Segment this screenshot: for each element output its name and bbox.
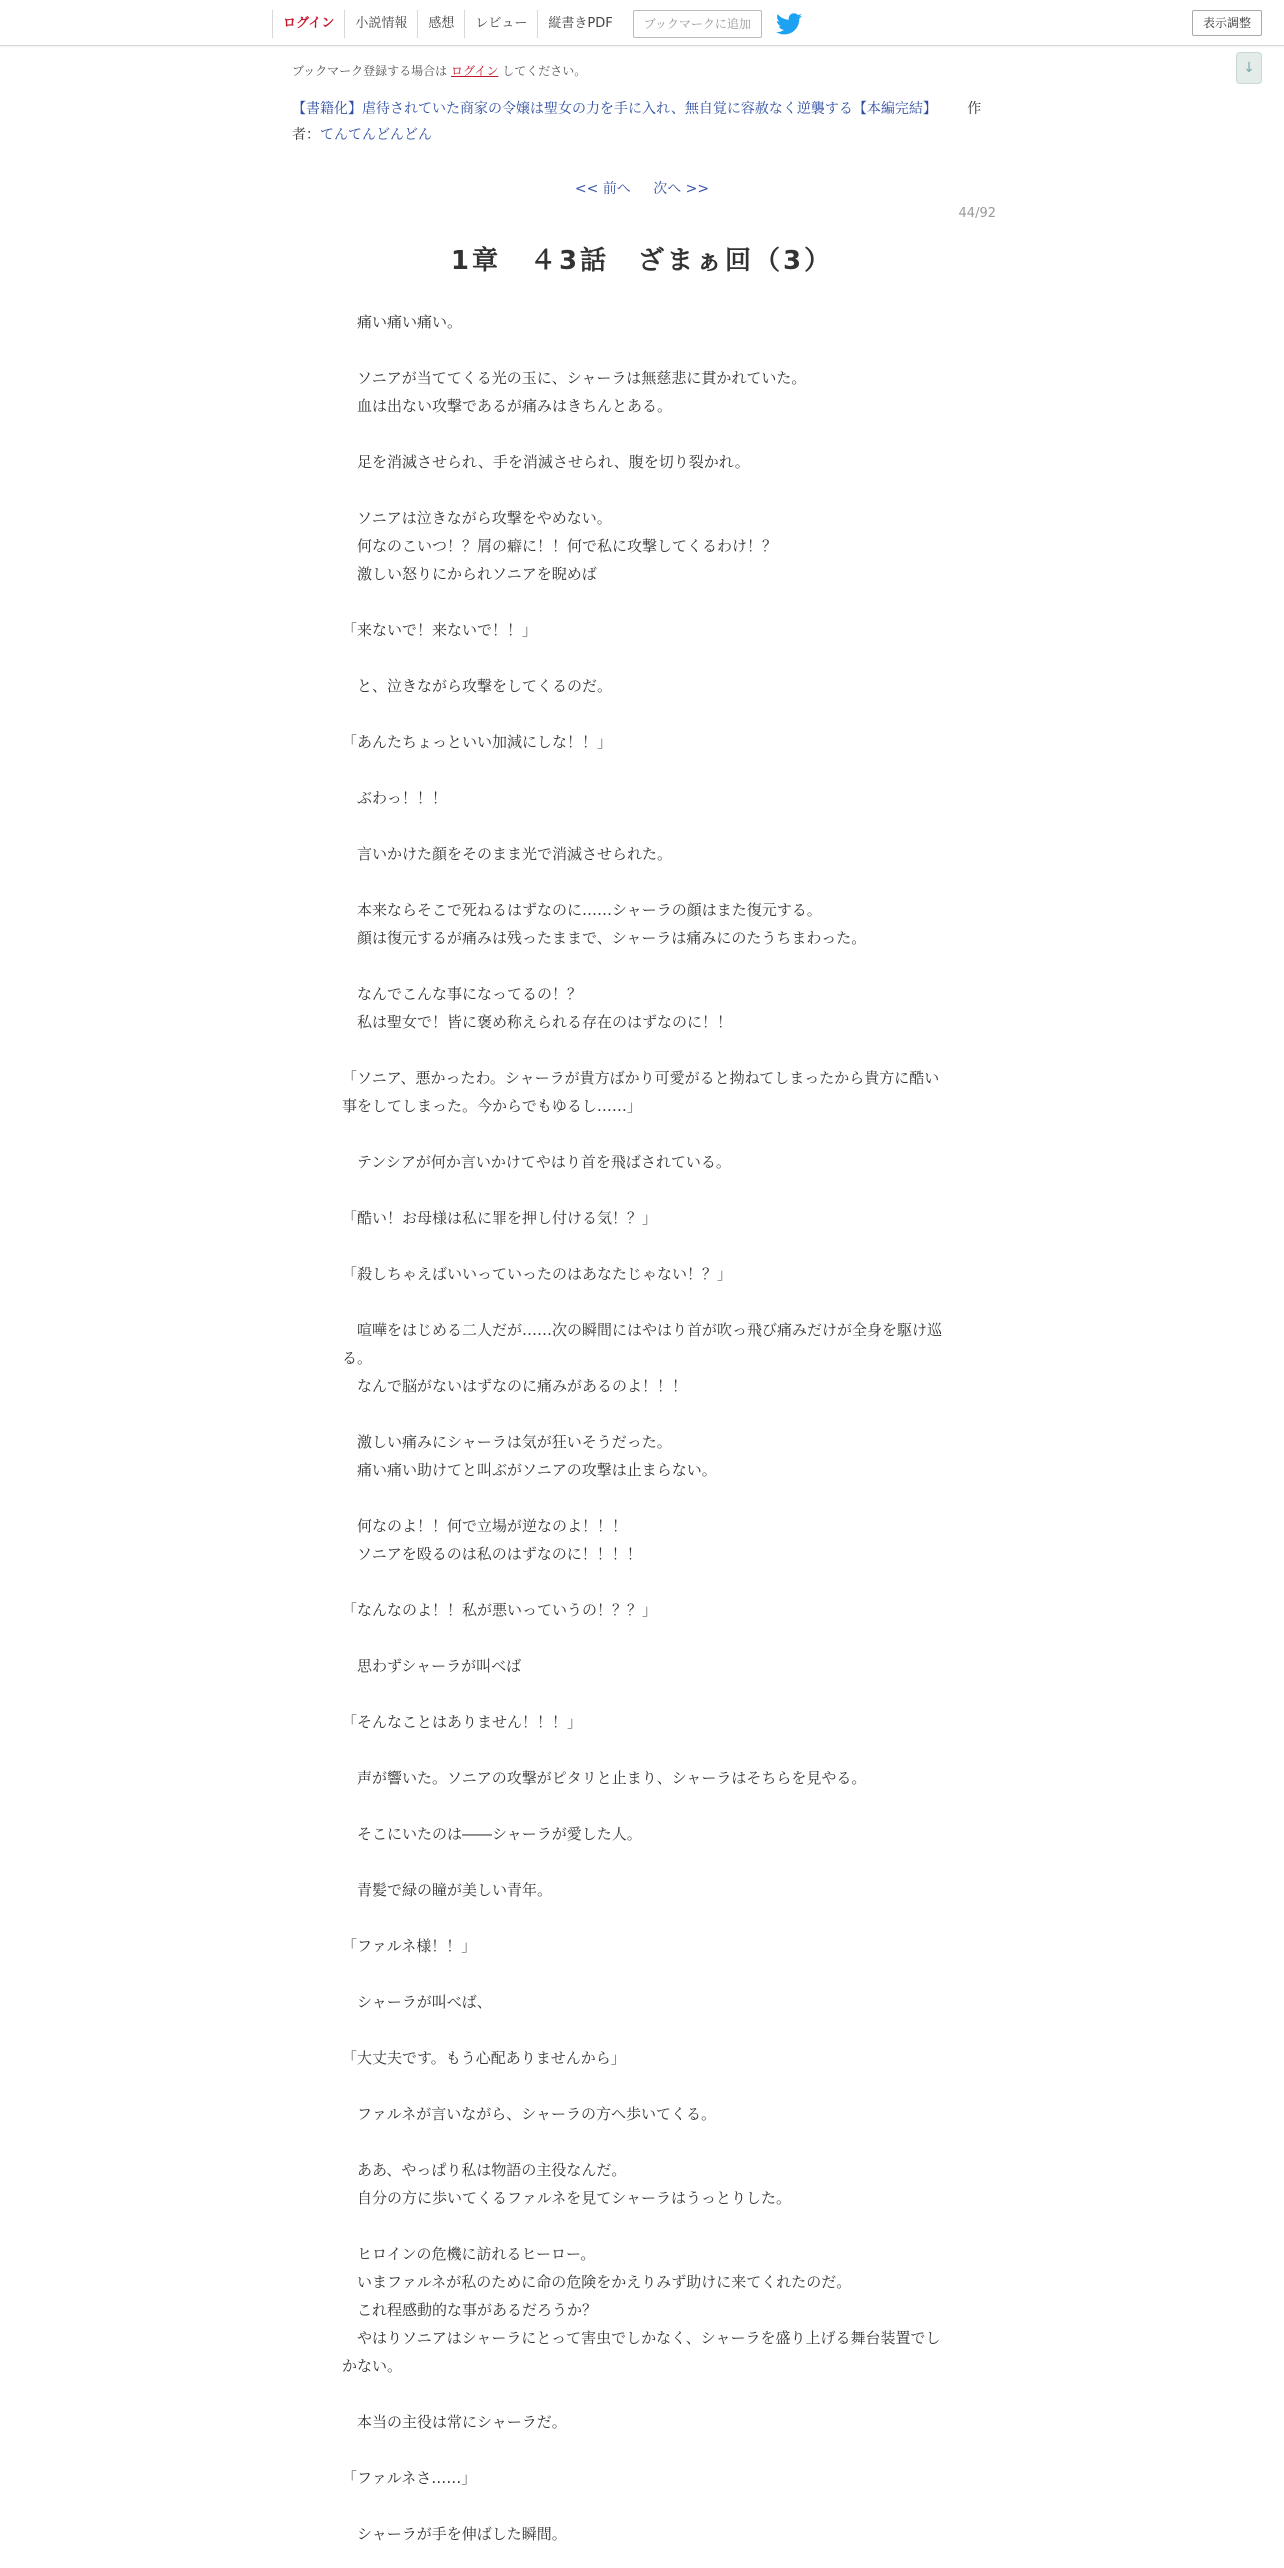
- body-line: 激しい痛みにシャーラは気が狂いそうだった。: [342, 1433, 672, 1451]
- body-line: ソニアを殴るのは私のはずなのに！！！！: [342, 1545, 642, 1563]
- body-line: [342, 1792, 942, 1820]
- body-line: やはりソニアはシャーラにとって害虫でしかなく、シャーラを盛り上げる舞台装置でしかない。: [342, 2329, 941, 2375]
- body-line: 痛い痛い助けてと叫ぶがソニアの攻撃は止まらない。: [342, 1461, 717, 1479]
- twitter-icon[interactable]: [776, 13, 802, 35]
- body-line: [342, 1624, 942, 1652]
- author-label: 作者：: [292, 101, 982, 143]
- body-line: [342, 420, 942, 448]
- body-line: ソニアが当ててくる光の玉に、シャーラは無慈悲に貫かれていた。: [342, 369, 807, 387]
- body-line: 顔は復元するが痛みは残ったままで、シャーラは痛みにのたうちまわった。: [342, 929, 867, 947]
- body-line: と、泣きながら攻撃をしてくるのだ。: [342, 677, 613, 695]
- body-line: 「そんなことはありません！！！」: [342, 1713, 583, 1731]
- body-line: [342, 812, 942, 840]
- body-line: 喧嘩をはじめる二人だが……次の瞬間にはやはり首が吹っ飛び痛みだけが全身を駆け巡る。: [342, 1321, 943, 1367]
- notice-login-link[interactable]: ログイン: [451, 64, 499, 78]
- body-line: [342, 1484, 942, 1512]
- chapter-body: [342, 308, 942, 2548]
- body-line: [342, 336, 942, 364]
- body-line: 自分の方に歩いてくるファルネを見てシャーラはうっとりした。: [342, 2189, 791, 2207]
- body-line: 声が響いた。ソニアの攻撃がピタリと止まり、シャーラはそちらを見やる。: [342, 1769, 867, 1787]
- body-line: ぶわっ！！！: [342, 789, 447, 807]
- body-line: [342, 1904, 942, 1932]
- prev-chapter-link[interactable]: << 前へ: [574, 181, 631, 197]
- body-line: [342, 1120, 942, 1148]
- body-line: [342, 2072, 942, 2100]
- body-line: 言いかけた顔をそのまま光で消滅させられた。: [342, 845, 673, 863]
- body-line: [342, 644, 942, 672]
- nav-menu: [272, 10, 802, 38]
- body-line: これ程感動的な事があるだろうか？: [342, 2301, 598, 2319]
- body-line: [342, 2380, 942, 2408]
- body-line: 激しい怒りにかられソニアを睨めば: [342, 565, 597, 583]
- body-line: [342, 588, 942, 616]
- add-bookmark-button[interactable]: ブックマークに追加: [633, 10, 762, 38]
- body-line: [342, 1848, 942, 1876]
- body-line: [342, 1176, 942, 1204]
- body-line: ソニアは泣きながら攻撃をやめない。: [342, 509, 612, 527]
- body-line: ファルネが言いながら、シャーラの方へ歩いてくる。: [342, 2105, 716, 2123]
- body-line: [342, 476, 942, 504]
- body-line: [342, 868, 942, 896]
- nav-login-link[interactable]: ログイン: [272, 10, 344, 38]
- body-line: ああ、やっぱり私は物語の主役なんだ。: [342, 2161, 627, 2179]
- body-line: [342, 952, 942, 980]
- body-line: [342, 1400, 942, 1428]
- scroll-down-button[interactable]: ↓: [1236, 52, 1262, 84]
- body-line: [342, 1960, 942, 1988]
- body-line: 本来ならそこで死ねるはずなのに……シャーラの顔はまた復元する。: [342, 901, 822, 919]
- body-line: [342, 2436, 942, 2464]
- nav-novel-info-link[interactable]: 小説情報: [344, 10, 417, 38]
- body-line: [342, 1288, 942, 1316]
- body-line: 何なのよ！！何で立場が逆なのよ！！！: [342, 1517, 628, 1535]
- body-line: 「大丈夫です。もう心配ありませんから」: [342, 2049, 626, 2067]
- body-line: [342, 1232, 942, 1260]
- nav-review-link[interactable]: レビュー: [464, 10, 537, 38]
- body-line: シャーラが叫べば、: [342, 1993, 492, 2011]
- body-line: [342, 2016, 942, 2044]
- body-line: 私は聖女で！皆に褒め称えられる存在のはずなのに！！: [342, 1013, 733, 1031]
- body-line: 「ファルネ様！！」: [342, 1937, 477, 1955]
- notice-before-text: ブックマーク登録する場合は: [292, 64, 448, 78]
- display-settings-button[interactable]: 表示調整: [1192, 10, 1262, 36]
- body-line: [342, 2492, 942, 2520]
- chapter-pager: [0, 178, 1284, 198]
- nav-vertical-pdf-link[interactable]: 縦書きPDF: [537, 10, 622, 38]
- bookmark-login-notice: [292, 62, 586, 79]
- body-line: [342, 1736, 942, 1764]
- body-line: [342, 700, 942, 728]
- body-line: 思わずシャーラが叫べば: [342, 1657, 522, 1675]
- body-line: 何なのこいつ！？屑の癖に！！何で私に攻撃してくるわけ！？: [342, 537, 778, 555]
- body-line: 血は出ない攻撃であるが痛みはきちんとある。: [342, 397, 673, 415]
- body-line: 「あんたちょっといい加減にしな！！」: [342, 733, 613, 751]
- body-line: 痛い痛い痛い。: [342, 313, 463, 331]
- notice-after-text: してください。: [502, 64, 587, 78]
- nav-impressions-link[interactable]: 感想: [417, 10, 464, 38]
- body-line: そこにいたのは――シャーラが愛した人。: [342, 1825, 642, 1843]
- body-line: [342, 1036, 942, 1064]
- chapter-count: 44/92: [958, 206, 996, 221]
- body-line: [342, 2212, 942, 2240]
- chapter-title: 1章 ４3話 ざまぁ回（3）: [450, 246, 834, 276]
- body-line: [342, 1568, 942, 1596]
- body-line: [342, 1680, 942, 1708]
- body-line: [342, 2128, 942, 2156]
- body-line: 「ソニア、悪かったわ。シャーラが貴方ばかり可愛がると拗ねてしまったから貴方に酷い事をしてしまった。今からでもゆるし……」: [342, 1069, 940, 1115]
- body-line: なんで脳がないはずなのに痛みがあるのよ！！！: [342, 1377, 688, 1395]
- body-line: 「来ないで！来ないで！！」: [342, 621, 538, 639]
- body-line: 「ファルネさ……」: [342, 2469, 477, 2487]
- top-navigation-bar: [0, 0, 1284, 46]
- novel-header: [292, 96, 1002, 148]
- next-chapter-link[interactable]: 次へ >>: [653, 181, 710, 197]
- body-line: いまファルネが私のために命の危険をかえりみず助けに来てくれたのだ。: [342, 2273, 852, 2291]
- body-line: 本当の主役は常にシャーラだ。: [342, 2413, 567, 2431]
- body-line: [342, 756, 942, 784]
- body-line: 「殺しちゃえばいいっていったのはあなたじゃない！？」: [342, 1265, 733, 1283]
- novel-title-link[interactable]: 【書籍化】虐待されていた商家の令嬢は聖女の力を手に入れ、無自覚に容赦なく逆襲する【本編完結】: [292, 101, 937, 117]
- body-line: 足を消滅させられ、手を消滅させられ、腹を切り裂かれ。: [342, 453, 750, 471]
- body-line: 青髪で緑の瞳が美しい青年。: [342, 1881, 553, 1899]
- body-line: シャーラが手を伸ばした瞬間。: [342, 2525, 567, 2543]
- body-line: テンシアが何か言いかけてやはり首を飛ばされている。: [342, 1153, 731, 1171]
- body-line: ヒロインの危機に訪れるヒーロー。: [342, 2245, 596, 2263]
- author-link[interactable]: てんてんどんどん: [320, 127, 432, 143]
- body-line: 「酷い！お母様は私に罪を押し付ける気！？」: [342, 1209, 658, 1227]
- body-line: なんでこんな事になってるの！？: [342, 985, 583, 1003]
- body-line: 「なんなのよ！！私が悪いっていうの！？？」: [342, 1601, 658, 1619]
